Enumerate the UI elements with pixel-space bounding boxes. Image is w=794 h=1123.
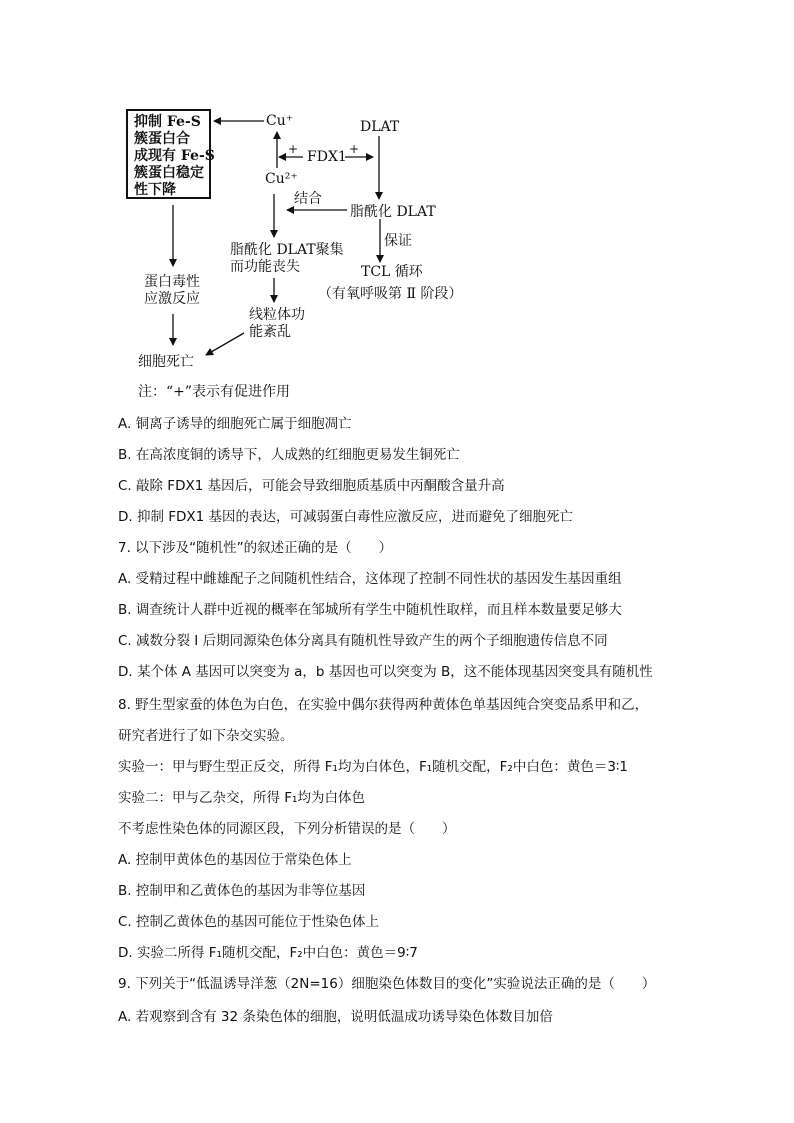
aggregate-label-1: 脂酰化 DLAT聚集 xyxy=(230,242,344,258)
mito-label-2: 能紊乱 xyxy=(249,324,291,340)
question-line: D. 实验二所得 F₁随机交配，F₂中白色：黄色＝9∶7 xyxy=(118,945,418,961)
fdx1-label: FDX1 xyxy=(307,149,347,165)
question-line: 8. 野生型家蚕的体色为白色，在实验中偶尔获得两种黄体色单基因纯合突变品系甲和乙， xyxy=(118,697,649,713)
stress-label-2: 应激反应 xyxy=(144,291,200,307)
question-line: C. 控制乙黄体色的基因可能位于性染色体上 xyxy=(118,914,380,930)
question-line: B. 在高浓度铜的诱导下，人成熟的红细胞更易发生铜死亡 xyxy=(118,447,460,463)
question-line: 7. 以下涉及“随机性”的叙述正确的是（ ） xyxy=(118,540,393,556)
cell-death-label: 细胞死亡 xyxy=(138,354,194,370)
question-line: D. 某个体 A 基因可以突变为 a，b 基因也可以突变为 B，这不能体现基因突变具有随机性 xyxy=(118,664,653,680)
box-line: 抑制 Fe-S xyxy=(134,114,201,130)
cu-2plus-label: Cu²⁺ xyxy=(265,171,298,187)
box-line: 簇蛋白稳定 xyxy=(134,165,204,181)
question-line: B. 调查统计人群中近视的概率在邹城所有学生中随机性取样，而且样本数量要足够大 xyxy=(118,602,622,618)
plus-right-label: + xyxy=(349,142,360,156)
cu-plus-label: Cu⁺ xyxy=(266,113,294,129)
question-line: 研究者进行了如下杂交实验。 xyxy=(118,728,294,744)
question-line: D. 抑制 FDX1 基因的表达，可减弱蛋白毒性应激反应，进而避免了细胞死亡 xyxy=(118,509,574,525)
diagram-note: 注：“+”表示有促进作用 xyxy=(138,384,291,400)
tcl-note: （有氧呼吸第 Ⅱ 阶段） xyxy=(318,286,463,302)
mito-label-1: 线粒体功 xyxy=(249,307,305,323)
stress-label-1: 蛋白毒性 xyxy=(144,274,200,290)
box-line: 成现有 Fe-S xyxy=(134,148,215,164)
question-line: C. 减数分裂 I 后期同源染色体分离具有随机性导致产生的两个子细胞遗传信息不同 xyxy=(118,633,608,649)
box-line: 簇蛋白合 xyxy=(134,131,190,147)
aggregate-label-2: 而功能丧失 xyxy=(230,259,300,275)
fe-s-inhibition-box xyxy=(126,109,215,199)
dlat-label: DLAT xyxy=(360,119,400,135)
arrow-mito-to-death xyxy=(206,333,244,355)
question-line: 9. 下列关于“低温诱导洋葱（2N=16）细胞染色体数目的变化”实验说法正确的是（ ） xyxy=(118,976,656,992)
question-line: A. 若观察到含有 32 条染色体的细胞，说明低温成功诱导染色体数目加倍 xyxy=(118,1009,553,1025)
question-line: A. 受精过程中雌雄配子之间随机性结合，这体现了控制不同性状的基因发生基因重组 xyxy=(118,571,622,587)
guarantee-label: 保证 xyxy=(384,233,412,249)
plus-left-label: + xyxy=(288,142,299,156)
question-line: C. 敲除 FDX1 基因后，可能会导致细胞质基质中丙酮酸含量升高 xyxy=(118,478,505,494)
question-line: A. 铜离子诱导的细胞死亡属于细胞凋亡 xyxy=(118,416,352,432)
mechanism-diagram xyxy=(0,0,794,410)
lipo-dlat-label: 脂酰化 DLAT xyxy=(350,204,436,220)
tcl-label: TCL 循环 xyxy=(361,264,423,280)
question-line: B. 控制甲和乙黄体色的基因为非等位基因 xyxy=(118,883,366,899)
box-line: 性下降 xyxy=(134,182,176,198)
question-line: 实验二：甲与乙杂交，所得 F₁均为白体色 xyxy=(118,790,365,806)
question-line: 不考虑性染色体的同源区段，下列分析错误的是（ ） xyxy=(118,821,456,837)
question-line: 实验一：甲与野生型正反交，所得 F₁均为白体色，F₁随机交配，F₂中白色：黄色＝3∶1 xyxy=(118,759,629,775)
combine-label: 结合 xyxy=(294,191,322,207)
question-line: A. 控制甲黄体色的基因位于常染色体上 xyxy=(118,852,352,868)
